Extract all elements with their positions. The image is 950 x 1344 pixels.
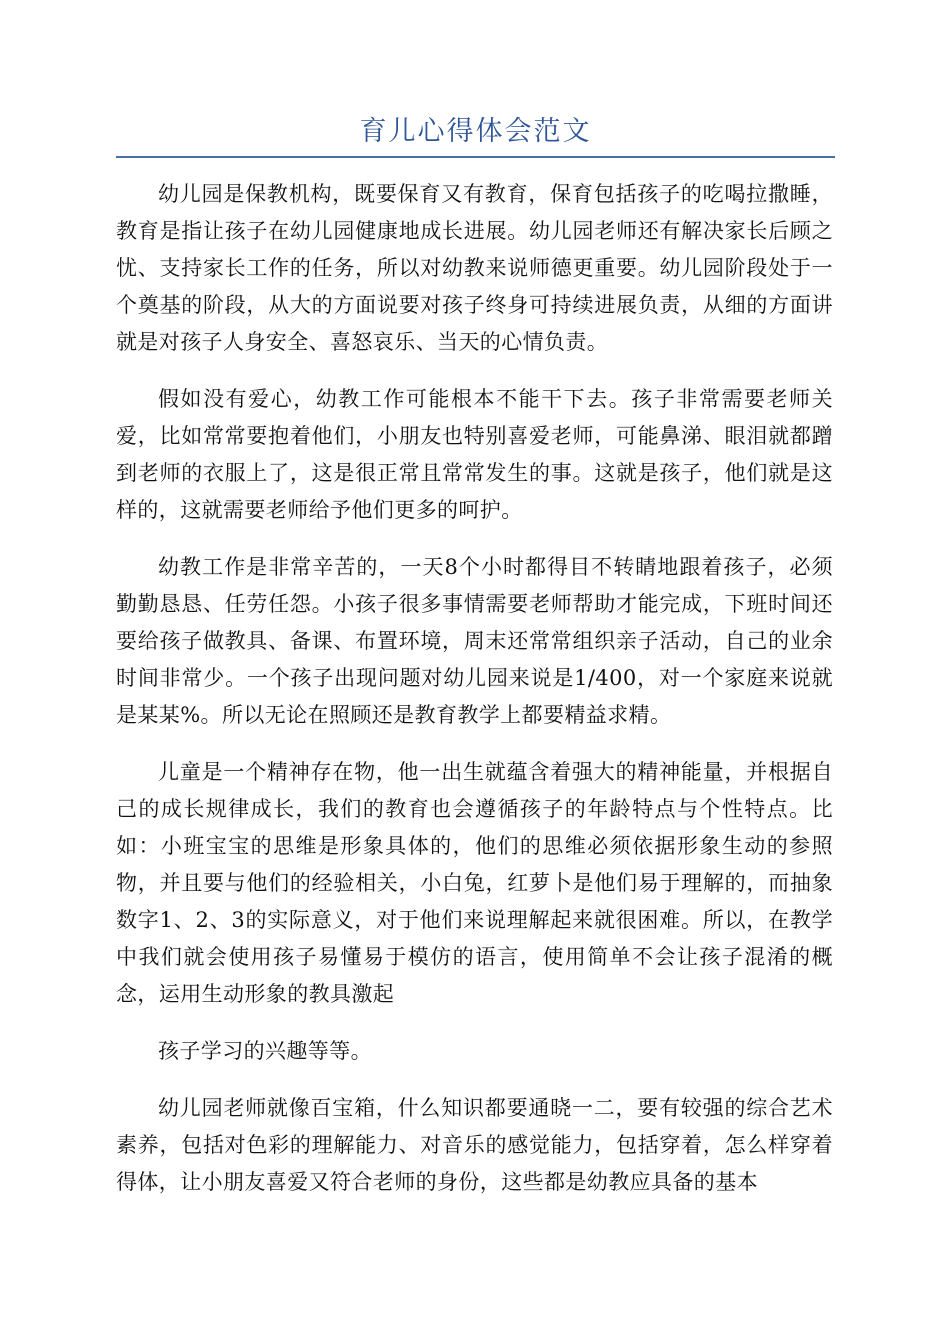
paragraph-3: 幼教工作是非常辛苦的，一天8个小时都得目不转睛地跟着孩子，必须勤勤恳恳、任劳任怨。小孩子很多事情需要老师帮助才能完成，下班时间还要给孩子做教具、备课、布置环境，周末还常常组织亲子活动，自己的业余时间非常少。一个孩子出现问题对幼儿园来说是1/400，对一个家庭来说就是某某%。所以无论在照顾还是教育教学上都要精益求精。 xyxy=(116,555,833,727)
paragraph-5: 孩子学习的兴趣等等。 xyxy=(158,1039,372,1063)
paragraph-4: 儿童是一个精神存在物，他一出生就蕴含着强大的精神能量，并根据自己的成长规律成长，我们的教育也会遵循孩子的年龄特点与个性特点。比如：小班宝宝的思维是形象具体的，他们的思维必须依据形象生动的参照物，并且要与他们的经验相关，小白兔，红萝卜是他们易于理解的，而抽象数字1、2、3的实际意义，对于他们来说理解起来就很困难。所以，在教学中我们就会使用孩子易懂易于模仿的语言，使用简单不会让孩子混淆的概念，运用生动形象的教具激起 xyxy=(116,760,833,1006)
document-body xyxy=(116,176,833,1221)
paragraph-1: 幼儿园是保教机构，既要保育又有教育，保育包括孩子的吃喝拉撒睡，教育是指让孩子在幼儿园健康地成长进展。幼儿园老师还有解决家长后顾之忧、支持家长工作的任务，所以对幼教来说师德更重要。幼儿园阶段处于一个奠基的阶段，从大的方面说要对孩子终身可持续进展负责，从细的方面讲就是对孩子人身安全、喜怒哀乐、当天的心情负责。 xyxy=(116,182,833,354)
paragraph-6: 幼儿园老师就像百宝箱，什么知识都要通晓一二，要有较强的综合艺术素养，包括对色彩的理解能力、对音乐的感觉能力，包括穿着，怎么样穿着得体，让小朋友喜爱又符合老师的身份，这些都是幼教应具备的基本 xyxy=(116,1096,833,1194)
title-block xyxy=(116,112,835,158)
document-title: 育儿心得体会范文 xyxy=(359,116,592,147)
paragraph-2: 假如没有爱心，幼教工作可能根本不能干下去。孩子非常需要老师关爱，比如常常要抱着他们，小朋友也特别喜爱老师，可能鼻涕、眼泪就都蹭到老师的衣服上了，这是很正常且常常发生的事。这就是孩子，他们就是这样的，这就需要老师给予他们更多的呵护。 xyxy=(116,387,833,522)
